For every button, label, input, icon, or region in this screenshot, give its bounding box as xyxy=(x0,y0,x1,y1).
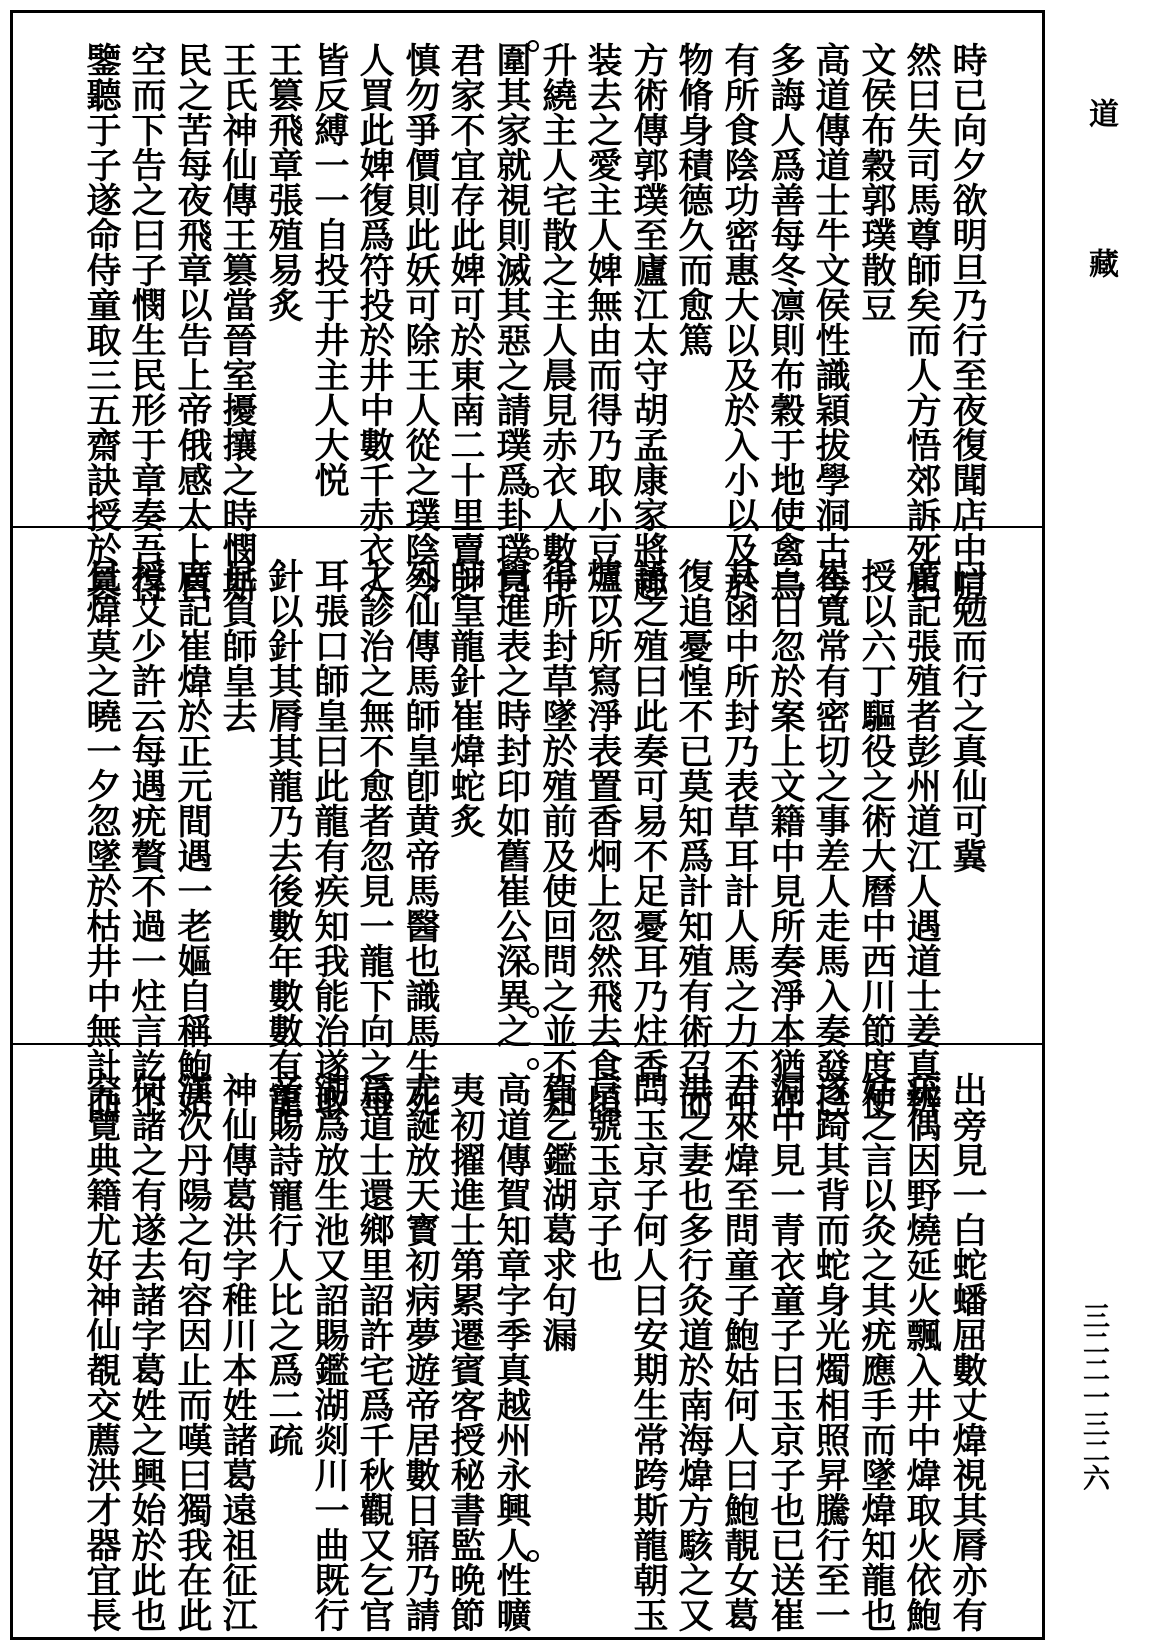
text-column: 神仙傳葛洪字稚川本姓諸葛遠祖征江 xyxy=(217,1072,258,1632)
text-column: 爲道士還鄉里詔許宅爲千秋觀又乞官 xyxy=(354,1072,395,1632)
text-column: 其函中所封乃表草耳計人馬之力不可 xyxy=(719,558,760,1118)
text-column: 人買此婢復爲符投於井中數千赤衣人 xyxy=(354,42,395,602)
text-column: 皆反縛一一自投于井主人大悦 xyxy=(309,42,350,497)
text-column: 王篡飛章張殖易炙 xyxy=(263,42,304,322)
text-column: 何諸之有遂去諸字葛姓之興始於此也 xyxy=(126,1072,167,1632)
paragraph-marker-circle xyxy=(527,1006,539,1018)
text-column: 尤誕放天寳初病夢遊帝居數日寤乃請 xyxy=(400,1072,441,1632)
text-column: 洪之妻也多行灸道於南海煒方駭之又 xyxy=(673,1072,714,1632)
text-column: 列仙傳馬師皇卽黄帝馬醫也識馬生死 xyxy=(400,558,441,1118)
text-column: 京號玉京子也 xyxy=(582,1072,623,1282)
text-column: 方術傳郭璞至廬江太守胡孟康家將趣 xyxy=(628,42,669,602)
text-column: 出旁見一白蛇蟠屈數丈煒視其脣亦有 xyxy=(947,1072,988,1632)
paragraph-marker-circle xyxy=(527,1550,539,1562)
text-column: 民之苦每夜飛章以告上帝俄感太上自 xyxy=(172,42,213,602)
text-column: 耳張口師皇曰此龍有疾知我能治遂取 xyxy=(309,558,350,1118)
text-column: 漢次丹陽之句容因止而嘆曰獨我在此 xyxy=(172,1072,213,1632)
text-column: 之診治之無不愈者忽見一龍下向之垂 xyxy=(354,558,395,1118)
text-column: 夷初擢進士第累遷賓客授秘書監晩節 xyxy=(445,1072,486,1632)
text-column: 鑒聽于子遂命侍童取三五齋訣授於篡 xyxy=(81,42,122,602)
text-column: 遂踦其背而蛇身光燭相照昇騰行至一 xyxy=(810,1072,851,1632)
paragraph-marker-circle xyxy=(527,963,539,975)
text-column: 文侯布穀郭璞散豆 xyxy=(856,42,897,322)
text-column: 湖爲放生池又詔賜鑑湖剡川一曲既行 xyxy=(309,1072,350,1632)
text-column: 師皇龍針崔煒蛇炙 xyxy=(445,558,486,838)
text-column: 授艾少許云每遇疣贅不過一炷言訖不 xyxy=(126,558,167,1118)
text-column: 時已向夕欲明旦乃行至夜復聞店中喧 xyxy=(947,42,988,602)
text-column: 復追憂惶不已莫知爲計知殖有術召而 xyxy=(673,558,714,1118)
text-column: 廣記張殖者彭州道江人遇道士姜真辨 xyxy=(901,558,942,1118)
text-column: 有所食陰功密惠大以及於入小以及於 xyxy=(719,42,760,602)
text-column: 曰勉而行之真仙可冀 xyxy=(947,558,988,873)
text-column: 廣記崔煒於正元間遇一老嫗自稱鮑姑 xyxy=(172,558,213,1118)
text-column: 王氏神仙傳王篡當晉室擾攘之時憫斯 xyxy=(217,42,258,602)
text-column: 慎勿爭價則此妖可除王人從之璞陰令 xyxy=(400,42,441,602)
text-column: 語之殖曰此奏可易不足憂耳乃炷香一 xyxy=(628,558,669,1118)
text-column: 賀乞鑑湖葛求句漏 xyxy=(537,1072,578,1352)
text-column: 然曰失司馬尊師矣而人方悟郊訴死也 xyxy=(901,42,942,602)
text-column: 空而下告之曰子憫生民形于章奏吾得 xyxy=(126,42,167,602)
text-column: 升繞主人宅散之主人晨見赤衣人數千 xyxy=(537,42,578,602)
text-column: 帝賜詩寵行人比之爲二疏 xyxy=(263,1072,304,1457)
paragraph-marker-circle xyxy=(527,486,539,498)
text-column: 姑之言以灸之其疣應手而墜煒知龍也 xyxy=(856,1072,897,1632)
margin-title-char-1: 道 xyxy=(1083,98,1118,128)
text-column: 針以針其脣其龍乃去後數年數數有龍 xyxy=(263,558,304,1118)
page-number: 三二二一三二六 xyxy=(1078,1302,1109,1491)
text-column: 究覽典籍尤好神仙覩交薦洪才器宜長 xyxy=(81,1072,122,1632)
text-column: 装去之愛主人婢無由而得乃取小豆三 xyxy=(582,42,623,602)
text-column: 洞中見一青衣童子曰玉京子也已送崔 xyxy=(765,1072,806,1632)
text-column: 高道傳道士牛文侯性識穎拔學洞古今 xyxy=(810,42,851,602)
paragraph-marker-circle xyxy=(527,1058,539,1070)
text-column: 問玉京子何人曰安期生常跨斯龍朝玉 xyxy=(628,1072,669,1632)
text-column: 圍其家就視則滅其惡之請璞爲卦璞曰 xyxy=(491,42,532,602)
text-column: 崔寬常有密切之事差人走馬入奏發已 xyxy=(810,558,851,1118)
text-column: 高道傳賀知章字季真越州永興人性曠 xyxy=(491,1072,532,1632)
text-column: 疣偶因野燒延火飄入井中煒取火依鮑 xyxy=(901,1072,942,1632)
text-column: 君家不宜存此婢可於東南二十里賣之 xyxy=(445,42,486,602)
text-column: 見負師皇去 xyxy=(217,558,258,733)
text-column: 三日忽於案上文籍中見所奏淨本猶在 xyxy=(765,558,806,1118)
paragraph-marker-circle xyxy=(527,40,539,52)
text-column: 君來煒至問童子鮑姑何人曰鮑靚女葛 xyxy=(719,1072,760,1632)
text-column: 得所封草墜於殖前及使回問之並不知 xyxy=(537,558,578,1118)
text-column: 爐以所寫淨表置香炯上忽然飛去食頃 xyxy=(582,558,623,1118)
text-column: 多誨人爲善每冬凛則布穀于地使禽鳥 xyxy=(765,42,806,602)
text-column: 物脩身積德久而愈篤 xyxy=(673,42,714,357)
text-column: 見煒莫之曉一夕忽墜於枯井中無計而 xyxy=(81,558,122,1118)
paragraph-marker-circle xyxy=(527,548,539,560)
text-column: 授以六丁驅役之術大曆中西川節度使 xyxy=(856,558,897,1118)
margin-title-char-2: 藏 xyxy=(1083,248,1118,278)
text-column: 覺進表之時封印如舊崔公深異之 xyxy=(491,558,532,1048)
